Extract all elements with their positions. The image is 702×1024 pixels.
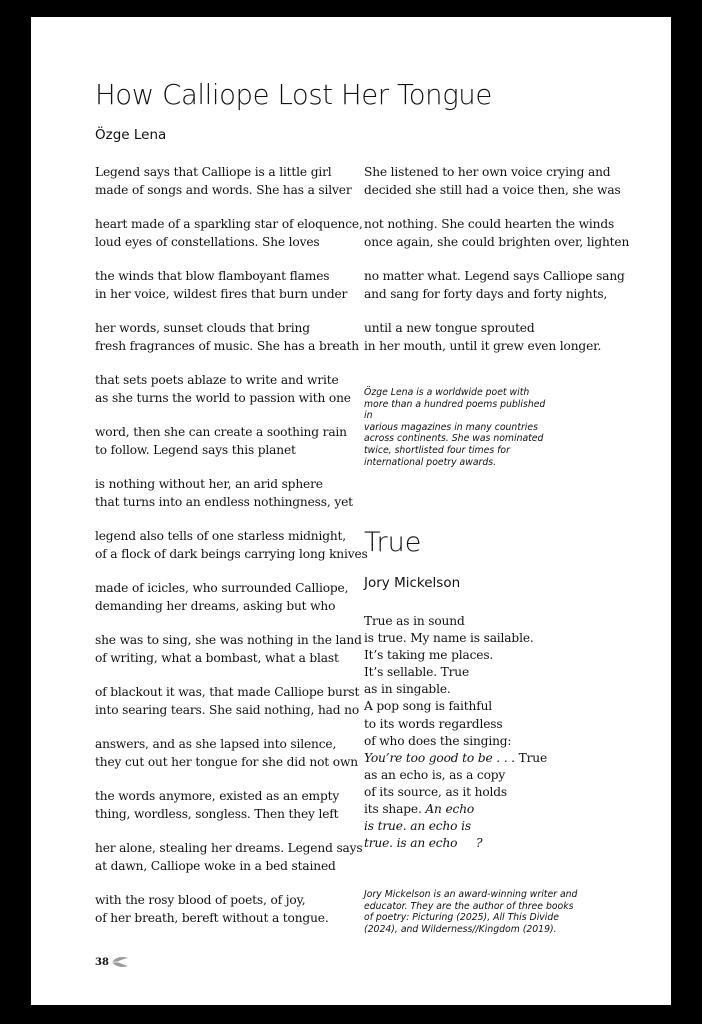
stanza: the winds that blow flamboyant flames in her voice, wildest fires that burn under [95,269,348,301]
author-bio-jory-mickelson: Jory Mickelson is an award-winning writer and educator. They are the author of three books of poetry: Picturing (2025), All This Divide (2024), and Wilderness//Kingdom (2019). [364,889,578,935]
leaf-icon [111,955,129,969]
magazine-page [31,17,671,1005]
poem-title-true: True [364,527,422,558]
stanza: no matter what. Legend says Calliope sang and sang for forty days and forty nights, [364,269,625,301]
stanza: is nothing without her, an arid sphere that turns into an endless nothingness, yet [95,477,353,509]
stanza: of blackout it was, that made Calliope burst into searing tears. She said nothing, had no [95,685,360,717]
stanza: answers, and as she lapsed into silence, they cut out her tongue for she did not own [95,737,358,769]
stanza: her alone, stealing her dreams. Legend says at dawn, Calliope woke in a bed stained [95,841,363,873]
stanza: Legend says that Calliope is a little girl made of songs and words. She has a silver [95,165,352,197]
stanza: not nothing. She could hearten the winds once again, she could brighten over, lighten [364,217,630,249]
poem-true-body: True as in sound is true. My name is sailable. It’s taking me places. It’s sellable. True as in singable. A pop song is faithful to its words regardless of who does the singing: You’re too good to be . . . True as an echo is, as a copy of its source, as it holds its shape. An echo is true. an echo is true. is an echo ? [364,614,548,851]
stanza: word, then she can create a soothing rain to follow. Legend says this planet [95,425,347,457]
stanza: heart made of a sparkling star of eloquence, loud eyes of constellations. She loves [95,217,363,249]
page-number: 38 [95,957,109,968]
poem-author-jory-mickelson: Jory Mickelson [364,575,461,591]
stanza: with the rosy blood of poets, of joy, of her breath, bereft without a tongue. [95,893,329,925]
stanza: made of icicles, who surrounded Calliope, demanding her dreams, asking but who [95,581,349,613]
stanza: the words anymore, existed as an empty thing, wordless, songless. Then they left [95,789,340,821]
poem-title-calliope: How Calliope Lost Her Tongue [95,79,492,111]
author-bio-ozge-lena: Özge Lena is a worldwide poet with more than a hundred poems published in various magazines in many countries across continents. She was nominated twice, shortlisted four times for international poetry awards. [364,387,546,468]
stanza: she was to sing, she was nothing in the land of writing, what a bombast, what a blast [95,633,362,665]
poem-author-ozge-lena: Özge Lena [95,127,167,143]
stanza: that sets poets ablaze to write and write as she turns the world to passion with one [95,373,351,405]
stanza: her words, sunset clouds that bring fresh fragrances of music. She has a breath [95,321,359,353]
stanza: legend also tells of one starless midnight, of a flock of dark beings carrying long knives [95,529,368,561]
stanza: until a new tongue sprouted in her mouth, until it grew even longer. [364,321,602,353]
stanza: She listened to her own voice crying and decided she still had a voice then, she was [364,165,621,197]
